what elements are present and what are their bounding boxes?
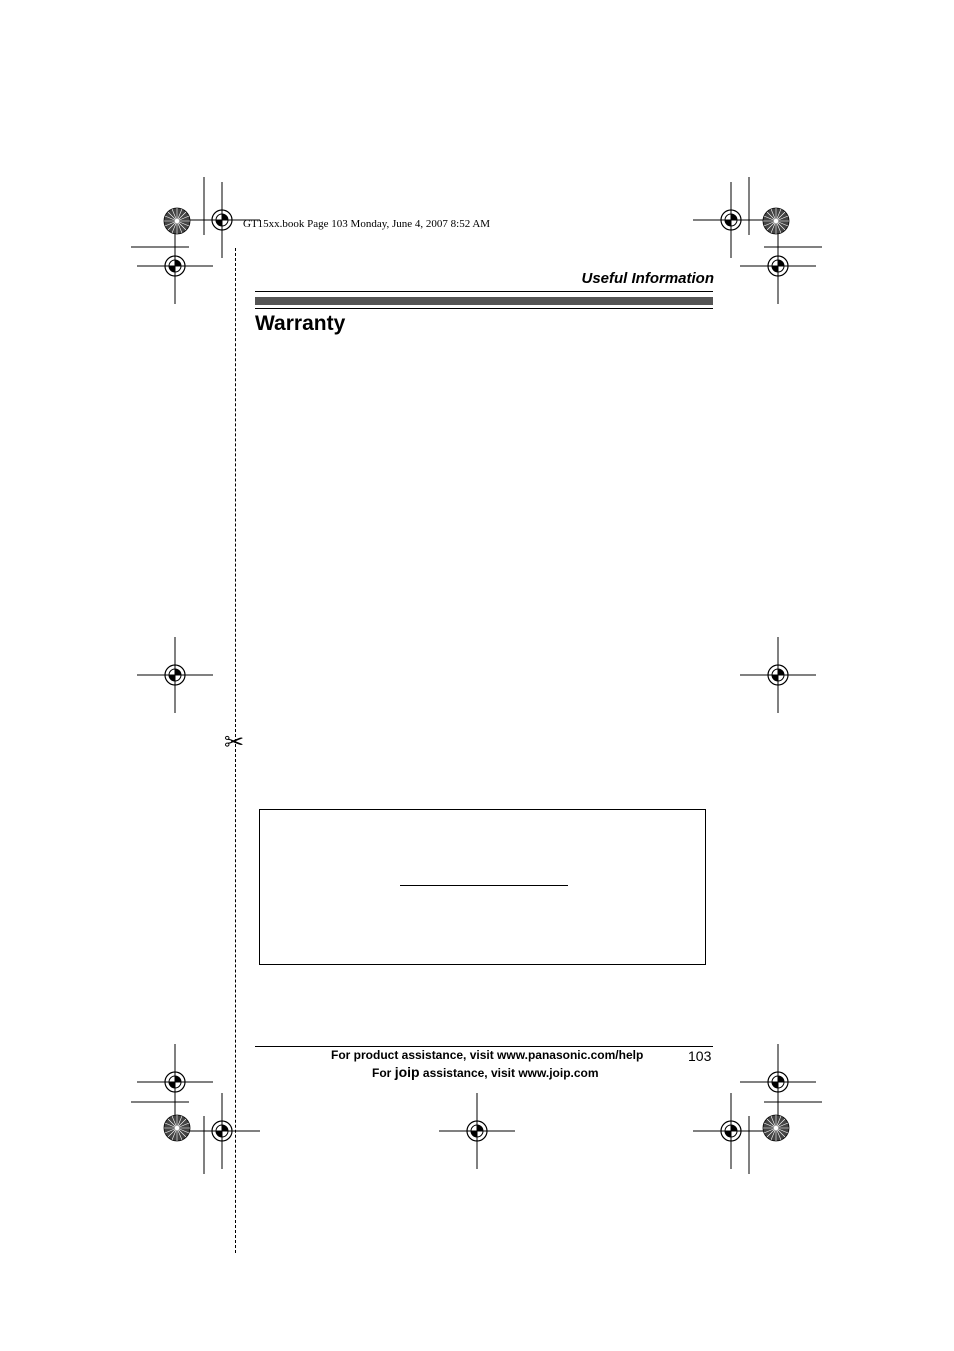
registration-mark-icon [137,1044,213,1120]
color-wheel-icon [763,1115,789,1141]
registration-mark-icon [137,228,213,304]
registration-mark-icon [184,1093,260,1169]
joip-brand: joip [394,1064,420,1080]
footer-rule [255,1046,713,1047]
section-label: Useful Information [581,270,714,287]
header-rule-bottom [255,308,713,309]
registration-mark-icon [137,637,213,713]
footer-line2-prefix: For [372,1066,392,1080]
color-wheel-icon [164,208,190,234]
book-info: GT15xx.book Page 103 Monday, June 4, 2007 8:52 AM [243,218,491,230]
registration-mark-icon [740,1044,816,1120]
footer-assistance-joip [372,1064,599,1080]
registration-mark-icon [740,228,816,304]
warranty-card-box [259,809,706,965]
signature-line [400,885,568,886]
header-rule-top [255,291,713,292]
registration-mark-icon [439,1093,515,1169]
footer-line2-suffix: assistance, visit www.joip.com [422,1066,599,1080]
color-wheel-icon [763,208,789,234]
registration-mark-icon [740,637,816,713]
color-wheel-icon [164,1115,190,1141]
registration-mark-icon [693,1093,769,1169]
page-title: Warranty [255,312,346,335]
scissors-icon: ✂ [224,729,245,756]
header-rule-thick [255,297,713,305]
footer-assistance-panasonic: For product assistance, visit www.panasonic.com/help [331,1048,644,1062]
registration-mark-icon [693,182,769,258]
page-number: 103 [688,1048,712,1064]
